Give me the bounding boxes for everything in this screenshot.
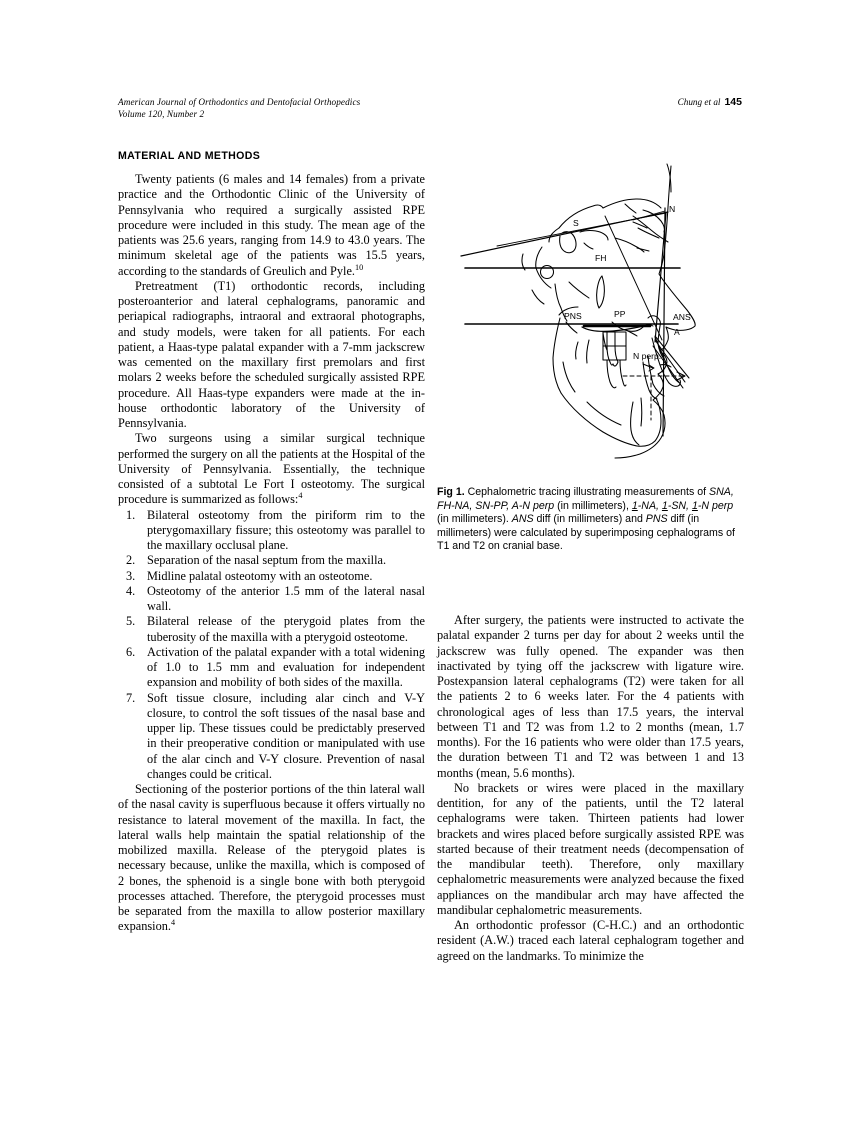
left-column <box>118 150 425 935</box>
paragraph-surgical-technique <box>118 431 425 507</box>
caption-measure-1na-underline: 1 <box>631 499 638 512</box>
list-item: Bilateral osteotomy from the piriform rim to the pterygomaxillary fissure; this osteotomy was parallel to the maxillary occlusal plane. <box>147 507 425 552</box>
reference-marker-4b: 4 <box>170 918 176 928</box>
list-item: Osteotomy of the anterior 1.5 mm of the lateral nasal wall. <box>147 583 425 613</box>
paragraph-lateral-wall-rationale-text: Sectioning of the posterior portions of the thin lateral wall of the nasal cavity is superfluous because it offers virtually no resistance to lateral movement of the maxilla. In fact, the lateral walls help maintain the spatial relationship of the mobilized maxilla. Release of the pterygoid plates is necessary because, unlike the maxilla, which is composed of 2 bones, the sphenoid is a single bone with both pterygoid processes attached. Therefore, the pterygoid processes must be separated from the maxilla to allow posterior maxillary expansion. <box>118 782 425 934</box>
reference-marker-4a: 4 <box>298 491 303 501</box>
tracing-label-s: S <box>573 218 579 228</box>
paragraph-lateral-wall-rationale <box>118 782 425 935</box>
journal-title: American Journal of Orthodontics and Dentofacial Orthopedics <box>118 97 361 107</box>
paragraph-tracing-observers: An orthodontic professor (C-H.C.) and an orthodontic resident (A.W.) traced each lateral cephalogram together and agreed on the landmarks. To minimize the <box>437 918 744 963</box>
caption-measures-1: SNA, FH-NA, SN-PP, A-N perp <box>437 486 734 512</box>
tracing-label-n: N <box>669 204 676 214</box>
caption-text-5: diff (in millimeters) were calculated by superimposing cephalograms of T1 and T2 on cranial base. <box>437 513 735 553</box>
list-item: Soft tissue closure, including alar cinch and V-Y closure, to control the soft tissues of the nasal base and upper lip. These tissues could be predictably preserved in their preoperative condition or manipulated with use of the alar cinch and V-Y closure. Prevention of nasal changes could be critical. <box>147 690 425 781</box>
list-item: Activation of the palatal expander with a total widening of 1.0 to 1.5 mm and evaluation for independent expansion and mobility of both sides of the maxilla. <box>147 644 425 690</box>
section-heading-material-and-methods: MATERIAL AND METHODS <box>118 150 261 162</box>
paragraph-pretreatment-records: Pretreatment (T1) orthodontic records, including posteroanterior and lateral cephalograms, panoramic and periapical radiographs, intraoral and extraoral photographs, and study models, were taken for all patients. For each patient, a Haas-type palatal expander with a 7-mm jackscrew was cemented on the maxillary first premolars and first molars 2 weeks before the scheduled surgically assisted RPE procedure. All Haas-type expanders were made at the in-house orthodontic laboratory of the University of Pennsylvania. <box>118 278 425 430</box>
running-head-authors: Chung et al <box>677 97 721 107</box>
running-head-authors-page <box>678 96 742 108</box>
figure-1 <box>437 150 744 554</box>
caption-measure-1nperp-underline: 1 <box>691 499 698 512</box>
running-head <box>118 96 742 121</box>
journal-volume: Volume 120, Number 2 <box>118 109 205 120</box>
caption-text-3: (in millimeters). <box>437 513 512 526</box>
page-number: 145 <box>724 96 742 108</box>
paragraph-postsurgery-activation: After surgery, the patients were instructed to activate the palatal expander 2 turns per day for about 2 weeks until the jackscrew was fully opened. The expander was then inactivated by tying off the jackscrew with ligature wire. Postexpansion lateral cephalograms (T2) were taken for all the patients 2 to 6 weeks later. For the 4 patients with chronological ages of less than 17.5 years, the interval between T1 and T2 was from 1.2 to 2 months (mean, 1.7 months). For the 16 patients who were older than 17.5 years, the duration between T1 and T2 was between 1 and 13 months (mean, 5.6 months). <box>437 613 744 780</box>
caption-measure-1sn-underline: 1 <box>661 499 668 512</box>
cephalometric-tracing-illustration <box>437 150 744 480</box>
caption-measure-1sn-rest: -SN, <box>667 499 692 512</box>
figure-label: Fig 1. <box>437 486 465 498</box>
paragraph-study-sample-text: Twenty patients (6 males and 14 females) from a private practice and the Orthodontic Clinic of the University of Pennsylvania who required a surgically assisted RPE procedure were included in this study. The mean age of the patients was 25.6 years, ranging from 14.9 to 43.0 years. The minimum skeletal age of the patients was 15.5 years, according to the standards of Greulich and Pyle. <box>118 172 425 278</box>
right-column <box>437 613 744 964</box>
tracing-label-a: A <box>674 327 680 337</box>
paragraph-surgical-technique-text: Two surgeons using a similar surgical technique performed the surgery on all the patients at the Hospital of the University of Pennsylvania. Essentially, the technique consisted of a subtotal Le Fort I osteotomy. The surgical procedure is summarized as follows: <box>118 431 425 507</box>
paragraph-study-sample <box>118 172 425 279</box>
paragraph-brackets-wires: No brackets or wires were placed in the maxillary dentition, for any of the patients, until the T2 lateral cephalograms were taken. Thirteen patients had lower brackets and wires placed before surgically assisted RPE was started because of their treatment needs (decompensation of the mandibular teeth). Therefore, only maxillary cephalometric measurements were analyzed because the fixed appliances on the mandibular arch may have affected the mandibular cephalometric measurements. <box>437 780 744 917</box>
caption-measure-1nperp-rest: -N perp <box>697 499 734 512</box>
caption-measure-ans: ANS <box>511 513 534 526</box>
list-item: Separation of the nasal septum from the maxilla. <box>147 553 387 568</box>
tracing-label-n-perp: N perp. <box>633 351 662 361</box>
procedure-step-list <box>118 508 425 783</box>
tracing-label-ans: ANS <box>673 312 691 322</box>
caption-text-1: Cephalometric tracing illustrating measurements of <box>464 486 710 498</box>
tracing-label-pns: PNS <box>564 311 582 321</box>
list-item: Bilateral release of the pterygoid plates from the tuberosity of the maxilla with a pterygoid osteotome. <box>147 614 425 644</box>
reference-marker-10: 10 <box>355 262 364 272</box>
tracing-label-pp: PP <box>614 309 626 319</box>
caption-measure-1na-rest: -NA, <box>637 499 662 512</box>
list-item: Midline palatal osteotomy with an osteotome. <box>147 568 373 583</box>
caption-measure-pns: PNS <box>645 513 668 526</box>
caption-text-2: (in millimeters), <box>554 499 632 512</box>
running-head-journal <box>118 96 360 121</box>
tracing-label-fh: FH <box>595 253 607 263</box>
caption-text-4: diff (in millimeters) and <box>533 513 646 526</box>
figure-caption <box>437 486 744 554</box>
